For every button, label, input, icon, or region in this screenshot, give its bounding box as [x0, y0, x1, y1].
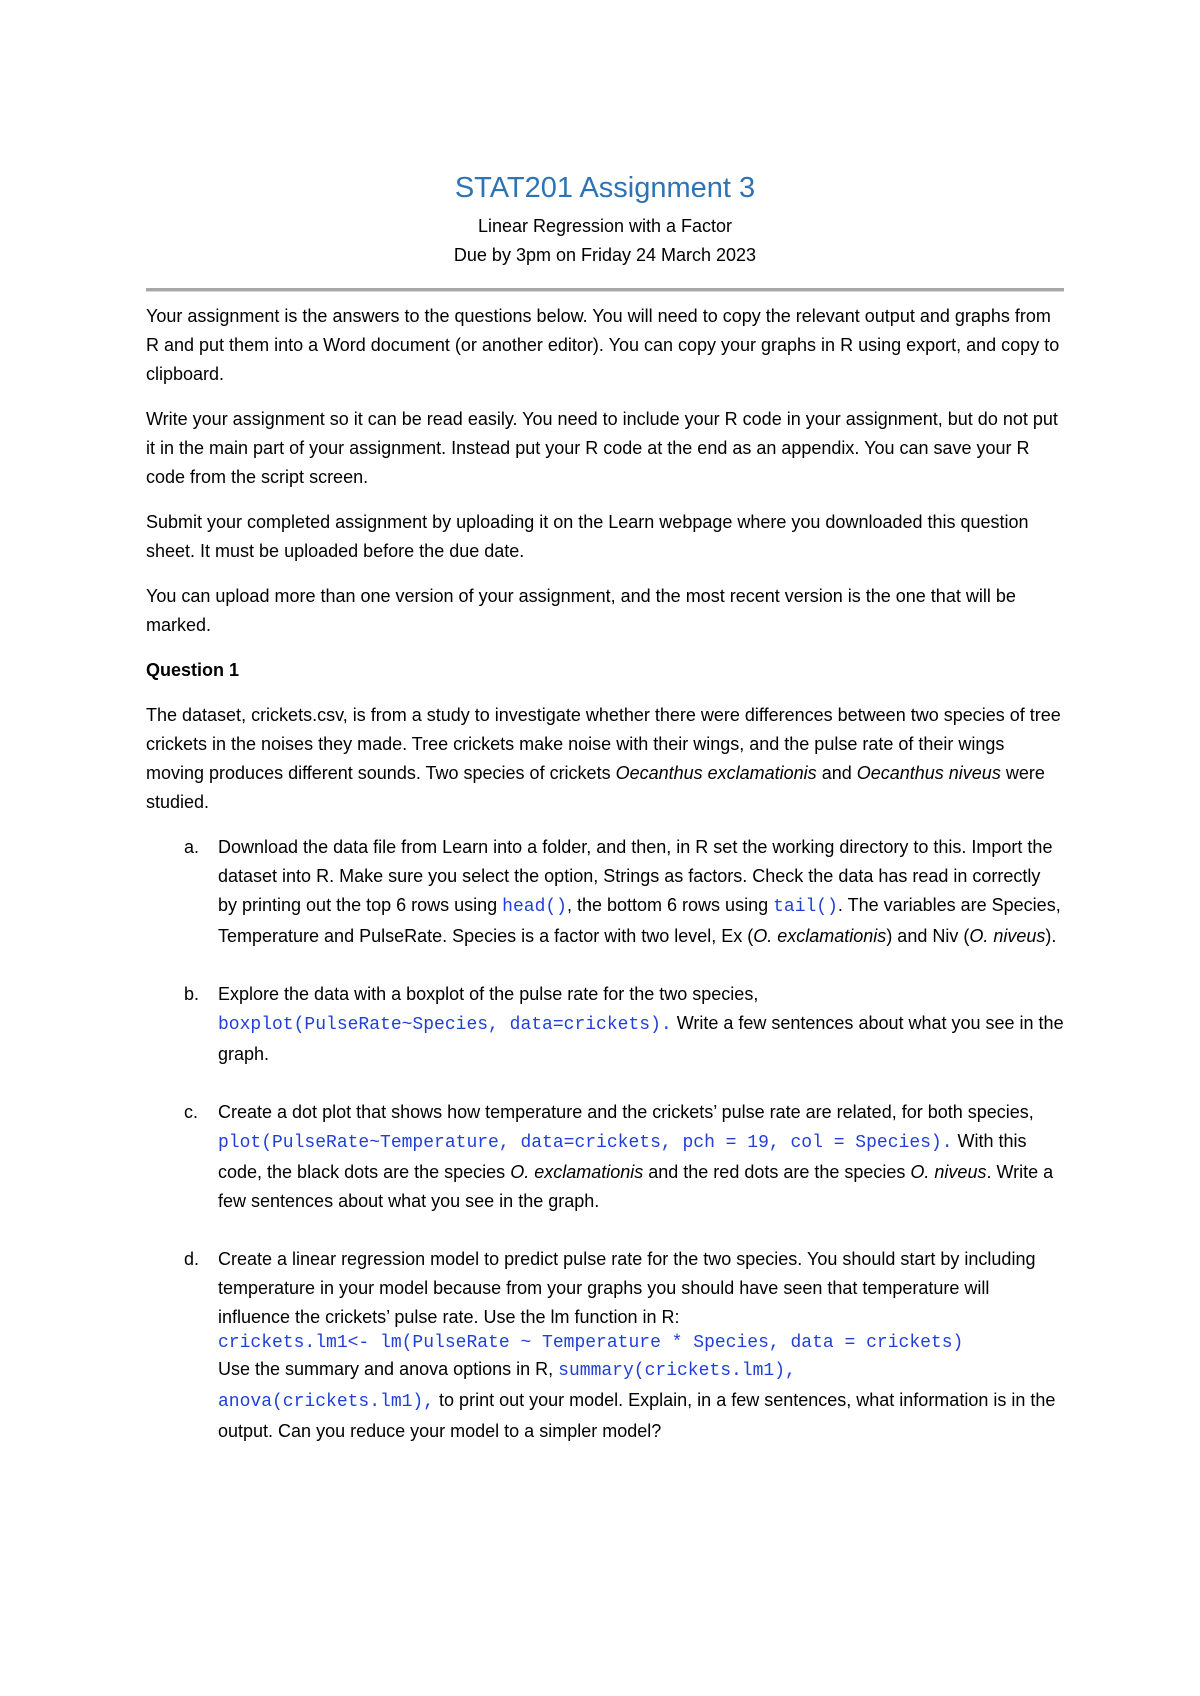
part-c — [146, 1098, 1064, 1216]
page-title: STAT201 Assignment 3 — [454, 172, 756, 204]
part-text: . The variables are Species, Temperature and PulseRate. Species is a factor with two level, Ex ( — [218, 895, 1061, 946]
intro-paragraph-3: Submit your completed assignment by uploading it on the Learn webpage where you downloaded this question sheet. It must be uploaded before the due date. — [146, 512, 1029, 561]
question-1-heading: Question 1 — [146, 660, 240, 680]
r-code: summary(crickets.lm1), — [558, 1361, 796, 1381]
part-letter: d. — [184, 1249, 200, 1269]
r-code: plot(PulseRate~Temperature, data=crickets, pch = 19, col = Species). — [218, 1133, 953, 1153]
divider — [146, 288, 1064, 292]
question-1-parts — [146, 833, 1064, 1446]
r-code-block: crickets.lm1<- lm(PulseRate ~ Temperature * Species, data = crickets) — [218, 1333, 964, 1353]
part-text: ) and Niv ( — [886, 926, 970, 946]
species-name: Oecanthus niveus — [856, 763, 1001, 783]
r-code: tail() — [773, 897, 838, 917]
species-name: Oecanthus exclamationis — [615, 763, 817, 783]
r-code: boxplot(PulseRate~Species, data=crickets). — [218, 1015, 672, 1035]
part-text: Explore the data with a boxplot of the pulse rate for the two species, — [218, 984, 759, 1004]
due-date: Due by 3pm on Friday 24 March 2023 — [453, 245, 757, 265]
intro-paragraph-4: You can upload more than one version of your assignment, and the most recent version is the one that will be marked. — [146, 586, 1016, 635]
part-text: Write a few sentences about what you see in the graph. — [218, 1013, 1064, 1064]
part-text: Use the summary and anova options in R, — [218, 1359, 559, 1379]
species-name: O. niveus — [910, 1162, 987, 1182]
q1-intro-text: and — [816, 763, 857, 783]
r-code: anova(crickets.lm1), — [218, 1392, 435, 1412]
part-text: Create a linear regression model to predict pulse rate for the two species. You should start by including temperature in your model because from your graphs you should have seen that temperature will influence the crickets’ pulse rate. Use the lm function in R: — [218, 1249, 1036, 1327]
part-text: Download the data file from Learn into a folder, and then, in R set the working directory to this. Import the dataset into R. Make sure you select the option, Strings as factors. Check the data has read in correctly by printing out the top 6 rows using — [218, 837, 1053, 915]
part-b — [146, 980, 1064, 1069]
part-text: , the bottom 6 rows using — [566, 895, 774, 915]
intro-paragraph-1: Your assignment is the answers to the questions below. You will need to copy the relevant output and graphs from R and put them into a Word document (or another editor). You can copy your graphs in R using export, and copy to clipboard. — [146, 306, 1060, 384]
part-text: and the red dots are the species — [643, 1162, 911, 1182]
q1-intro-text: The dataset, crickets.csv, is from a study to investigate whether there were differences between two species of tree crickets in the noises they made. Tree crickets make noise with their wings, and the pulse rate of their wings moving produces different sounds. Two species of crickets — [146, 705, 1061, 783]
page-subtitle: Linear Regression with a Factor — [477, 216, 733, 236]
species-name: O. exclamationis — [753, 926, 887, 946]
part-letter: b. — [184, 984, 200, 1004]
part-text: ). — [1045, 926, 1057, 946]
part-d — [146, 1245, 1064, 1446]
part-letter: a. — [184, 837, 200, 857]
question-1-intro — [146, 701, 1064, 817]
species-name: O. niveus — [969, 926, 1046, 946]
part-text: . Write a few sentences about what you see in the graph. — [218, 1162, 1054, 1211]
part-a — [146, 833, 1064, 951]
part-letter: c. — [184, 1102, 199, 1122]
r-code: head() — [502, 897, 567, 917]
part-text: With this code, the black dots are the species — [218, 1131, 1027, 1182]
part-text: to print out your model. Explain, in a few sentences, what information is in the output. Can you reduce your model to a simpler model? — [218, 1390, 1056, 1441]
document-body — [146, 302, 1064, 1475]
intro-paragraph-2: Write your assignment so it can be read easily. You need to include your R code in your assignment, but do not put it in the main part of your assignment. Instead put your R code at the end as an appendix. You can save your R code from the script screen. — [146, 409, 1058, 487]
part-text: Create a dot plot that shows how temperature and the crickets’ pulse rate are related, for both species, — [218, 1102, 1034, 1122]
species-name: O. exclamationis — [510, 1162, 644, 1182]
q1-intro-text: were studied. — [146, 763, 1045, 812]
